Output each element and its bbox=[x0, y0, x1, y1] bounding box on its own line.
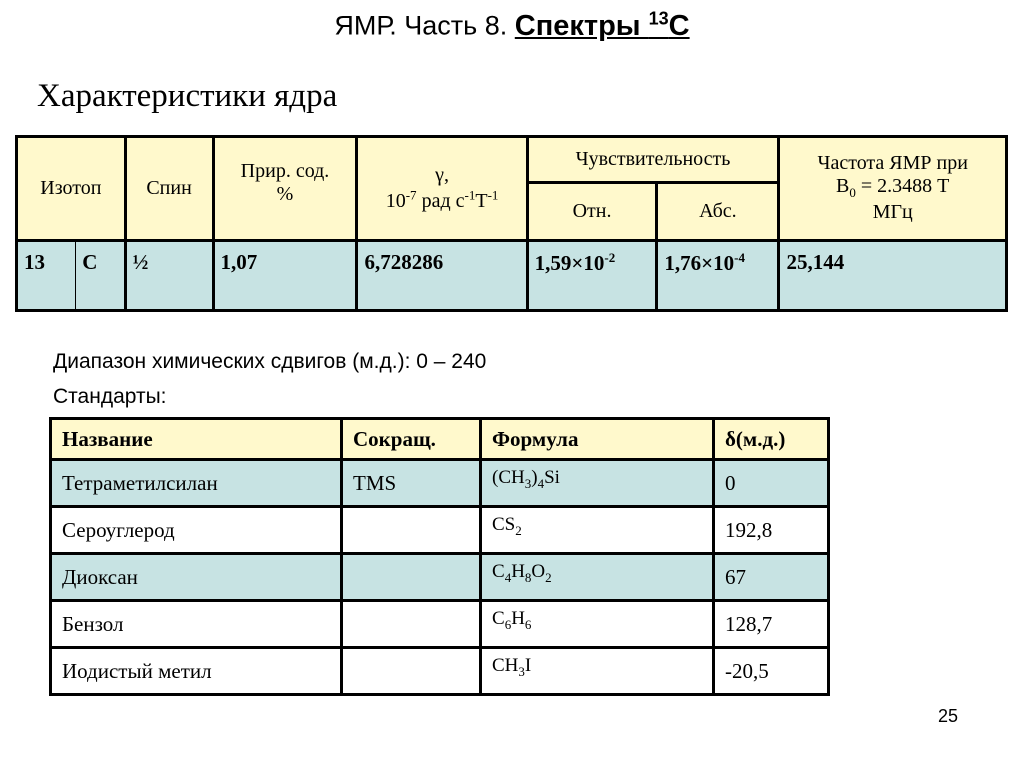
formula-text: ) bbox=[531, 467, 538, 488]
shift-range: Диапазон химических сдвигов (м.д.): 0 – 240 bbox=[53, 350, 487, 373]
standard-name: Тетраметилсилан bbox=[51, 460, 342, 507]
standard-delta: -20,5 bbox=[714, 648, 829, 695]
formula-subscript: 2 bbox=[545, 569, 552, 585]
absolute-base: 1,76×10 bbox=[664, 250, 735, 275]
slide-title bbox=[0, 8, 1024, 43]
standards-row bbox=[51, 601, 829, 648]
absolute-exp: -4 bbox=[734, 249, 745, 265]
standard-formula bbox=[481, 601, 714, 648]
formula-text: (CH bbox=[492, 467, 525, 488]
header-abundance bbox=[213, 137, 357, 241]
formula-subscript: 2 bbox=[515, 522, 522, 538]
title-bold bbox=[515, 10, 690, 42]
freq-value: = 2.3488 Т bbox=[855, 175, 950, 198]
formula-text: C bbox=[492, 561, 505, 582]
header-gamma-line1: γ, bbox=[435, 163, 449, 186]
header-abundance-line1: Прир. сод. bbox=[240, 160, 330, 182]
standards-row bbox=[51, 554, 829, 601]
header-abundance-line2: % bbox=[276, 183, 294, 205]
cell-spin: ½ bbox=[125, 240, 213, 310]
header-frequency bbox=[779, 137, 1007, 241]
cell-symbol: C bbox=[76, 240, 125, 310]
standard-delta: 0 bbox=[714, 460, 829, 507]
formula-subscript: 4 bbox=[504, 569, 512, 585]
standard-delta: 67 bbox=[714, 554, 829, 601]
formula-text: H bbox=[511, 561, 525, 582]
title-dot: . bbox=[499, 10, 508, 41]
formula-text: Si bbox=[544, 467, 560, 488]
formula-subscript: 3 bbox=[524, 475, 532, 491]
header-sensitivity: Чувствительность bbox=[527, 137, 779, 183]
nucleus-header-row bbox=[17, 137, 1007, 183]
header-isotope: Изотоп bbox=[17, 137, 126, 241]
cell-frequency: 25,144 bbox=[779, 240, 1007, 310]
standard-name: Сероуглерод bbox=[51, 507, 342, 554]
formula-text: I bbox=[524, 655, 532, 676]
standard-formula bbox=[481, 648, 714, 695]
cell-absolute bbox=[657, 240, 779, 310]
standard-abbr: TMS bbox=[342, 460, 481, 507]
standards-header-name: Название bbox=[51, 419, 342, 460]
standard-delta: 192,8 bbox=[714, 507, 829, 554]
standard-formula bbox=[481, 460, 714, 507]
cell-abundance: 1,07 bbox=[213, 240, 357, 310]
standard-abbr bbox=[342, 554, 481, 601]
formula-text: H bbox=[511, 608, 525, 629]
standards-label: Стандарты: bbox=[53, 385, 167, 408]
relative-base: 1,59×10 bbox=[534, 250, 605, 275]
standards-row bbox=[51, 460, 829, 507]
standard-formula bbox=[481, 554, 714, 601]
formula-text: O bbox=[531, 561, 546, 582]
cell-relative bbox=[527, 240, 657, 310]
relative-exp: -2 bbox=[604, 249, 616, 265]
formula-subscript: 3 bbox=[518, 663, 525, 679]
gamma-unit-sup1: -7 bbox=[405, 186, 417, 202]
header-frequency-line3: МГц bbox=[872, 201, 913, 224]
standard-delta: 128,7 bbox=[714, 601, 829, 648]
standard-name: Иодистый метил bbox=[51, 648, 342, 695]
nucleus-data-row bbox=[17, 240, 1007, 310]
gamma-unit-c: Т bbox=[475, 189, 488, 212]
standards-header-delta: δ(м.д.) bbox=[714, 419, 829, 460]
standards-header-formula: Формула bbox=[481, 419, 714, 460]
standards-row bbox=[51, 648, 829, 695]
title-prefix: ЯМР. Часть 8 bbox=[334, 10, 500, 41]
header-gamma bbox=[357, 137, 527, 241]
formula-subscript: 6 bbox=[504, 616, 512, 632]
formula-subscript: 6 bbox=[524, 616, 532, 632]
cell-mass: 13 bbox=[17, 240, 76, 310]
standard-name: Бензол bbox=[51, 601, 342, 648]
freq-b-sub: 0 bbox=[849, 185, 856, 201]
standards-body bbox=[51, 460, 829, 695]
cell-gamma: 6,728286 bbox=[357, 240, 527, 310]
header-spin: Спин bbox=[125, 137, 213, 241]
header-relative: Отн. bbox=[527, 183, 657, 240]
gamma-unit-b: рад с bbox=[416, 189, 465, 212]
header-gamma-line2 bbox=[385, 186, 499, 212]
page-number: 25 bbox=[938, 706, 959, 726]
freq-b: B bbox=[836, 175, 850, 198]
header-frequency-line2 bbox=[836, 175, 950, 201]
standards-row bbox=[51, 507, 829, 554]
title-tail: С bbox=[668, 9, 690, 42]
standard-abbr bbox=[342, 507, 481, 554]
header-absolute: Абс. bbox=[657, 183, 779, 240]
title-isotope-sup: 13 bbox=[648, 8, 669, 28]
standard-formula bbox=[481, 507, 714, 554]
standard-abbr bbox=[342, 601, 481, 648]
header-frequency-line1: Частота ЯМР при bbox=[817, 152, 968, 175]
standards-table bbox=[49, 417, 830, 696]
standards-header-abbr: Сокращ. bbox=[342, 419, 481, 460]
standard-abbr bbox=[342, 648, 481, 695]
gamma-unit-sup3: -1 bbox=[487, 186, 499, 202]
formula-text: C bbox=[492, 608, 505, 629]
gamma-unit-sup2: -1 bbox=[464, 186, 476, 202]
gamma-unit-a: 10 bbox=[385, 189, 406, 212]
standard-name: Диоксан bbox=[51, 554, 342, 601]
formula-subscript: 4 bbox=[537, 475, 545, 491]
nucleus-table bbox=[15, 135, 1008, 312]
title-bold-text: Спектры bbox=[514, 9, 649, 42]
formula-text: CH bbox=[492, 655, 519, 676]
section-title: Характеристики ядра bbox=[37, 78, 338, 114]
standards-header-row bbox=[51, 419, 829, 460]
formula-subscript: 8 bbox=[524, 569, 532, 585]
formula-text: CS bbox=[492, 514, 516, 535]
